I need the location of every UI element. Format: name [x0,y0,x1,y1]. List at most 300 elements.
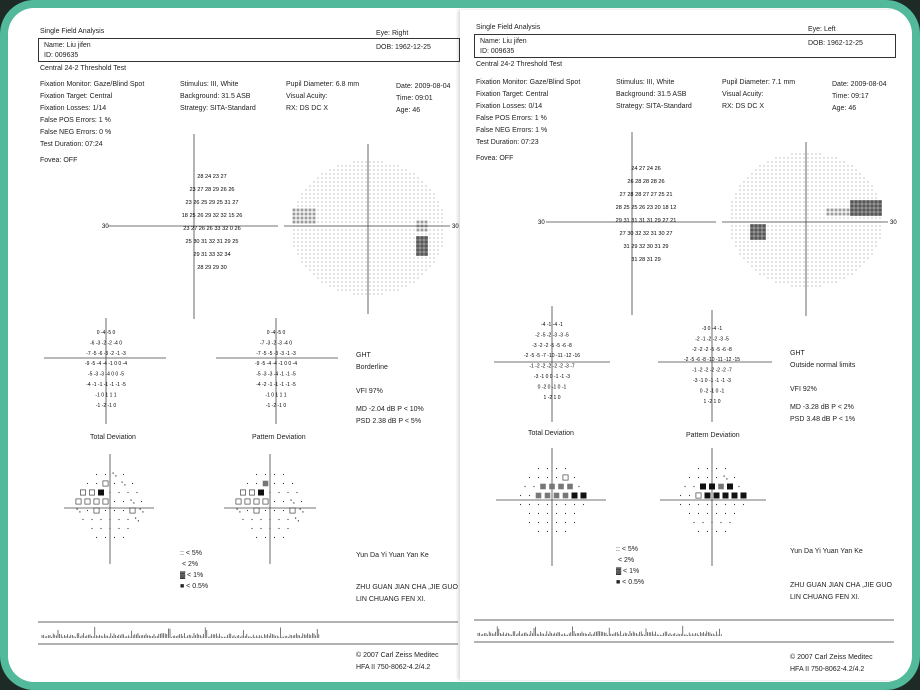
prob-dot [123,474,124,475]
legend-item: ▓ < 1% [616,568,640,575]
gray-cell [739,225,740,226]
prob-light [237,509,238,510]
gray-cell [799,181,800,182]
gray-cell [357,213,358,214]
prob-light [142,511,143,512]
prob-black [714,493,720,499]
gray-cell [851,269,852,270]
gray-cell [381,209,382,210]
gray-cell [377,189,378,190]
gray-cell [317,261,318,262]
gray-cell [751,177,752,178]
gray-cell [735,201,736,202]
gray-cell [795,189,796,190]
prob-dot [260,519,261,520]
prob-dot [716,477,717,478]
gray-cell [385,277,386,278]
gray-cell [353,253,354,254]
gray-cell [827,257,828,258]
gray-cell [309,249,310,250]
gray-cell [839,201,840,202]
gray-cell [827,249,828,250]
gray-cell [397,185,398,186]
gray-cell [763,197,764,198]
gray-cell [823,277,824,278]
gray-cell [341,169,342,170]
gray-cell [763,205,764,206]
gray-cell [381,269,382,270]
gray-cell [823,213,824,214]
gray-cell [325,273,326,274]
gray-cell [417,177,418,178]
gray-cell [353,285,354,286]
gray-cell [835,281,836,282]
gray-cell [313,253,314,254]
gray-cell [839,265,840,266]
gray-cell [416,240,420,244]
prob-dot [707,531,708,532]
gray-cell [779,165,780,166]
value-row: -9 -5 -4 -4 -1 0 0 -4 [255,361,297,368]
prob-dot [684,486,685,487]
prob-dot [565,522,566,523]
gray-cell [405,241,406,242]
gray-cell [755,269,756,270]
gray-cell [325,245,326,246]
prob-dot [734,504,735,505]
gray-cell [835,157,836,158]
gray-cell [377,261,378,262]
gray-cell [787,181,788,182]
prob-dot [105,510,106,511]
gray-cell [811,213,812,214]
footer-note: LIN CHUANG FEN XI. [790,594,860,601]
prob-light [724,476,725,477]
gray-cell [321,281,322,282]
prob-heavy [263,481,269,487]
gray-cell [321,265,322,266]
gray-cell [341,209,342,210]
gray-cell [381,253,382,254]
gray-cell [762,228,766,232]
gray-cell [433,257,434,258]
gray-cell [747,185,748,186]
gray-cell [377,201,378,202]
gray-cell [803,241,804,242]
gray-cell [389,229,390,230]
gray-cell [365,165,366,166]
gray-cell [425,257,426,258]
gray-cell [743,209,744,210]
gray-cell [341,185,342,186]
gray-cell [815,273,816,274]
gray-cell [385,233,386,234]
gray-cell [389,165,390,166]
gray-cell [397,177,398,178]
gray-cell [405,213,406,214]
gray-cell [739,209,740,210]
gray-cell [401,249,402,250]
gray-cell [791,153,792,154]
gray-cell [843,161,844,162]
gray-cell [799,277,800,278]
gray-cell [337,213,338,214]
prob-dot [283,510,284,511]
prob-dot [556,522,557,523]
gray-cell [839,161,840,162]
gray-cell [815,201,816,202]
gray-cell [361,229,362,230]
gray-cell [747,245,748,246]
gray-cell [815,241,816,242]
value-row: 24 27 24 26 [631,166,661,172]
gray-cell [863,217,864,218]
gray-cell [871,229,872,230]
gray-cell [345,193,346,194]
gray-cell [855,193,856,194]
gray-cell [325,185,326,186]
gray-cell [369,281,370,282]
gray-cell [827,189,828,190]
gray-cell [325,181,326,182]
gray-cell [878,200,882,204]
gray-cell [309,217,312,220]
gray-cell [859,217,860,218]
gray-cell [787,209,788,210]
gray-cell [811,261,812,262]
prob-dot [114,483,115,484]
gray-cell [429,197,430,198]
gray-cell [341,201,342,202]
gray-cell [417,201,418,202]
gray-cell [803,285,804,286]
gray-cell [345,253,346,254]
value-row: 29 31 31 31 31 29 27 21 [615,218,677,224]
gray-cell [349,205,350,206]
value-row: -1 0 1 1 1 [95,392,117,399]
gray-cell [377,273,378,274]
gray-cell [325,233,326,234]
gray-cell [775,257,776,258]
gray-cell [341,261,342,262]
gray-cell [819,269,820,270]
gray-cell [425,185,426,186]
gray-cell [420,240,424,244]
gray-cell [369,185,370,186]
value-row: -2 -5 -6 -8 -10 -11 -12 -15 [683,357,741,364]
gray-cell [819,205,820,206]
gray-cell [409,213,410,214]
gray-cell [413,209,414,210]
gray-cell [859,193,860,194]
gray-cell [767,209,768,210]
gray-cell [325,173,326,174]
gray-cell [823,249,824,250]
gray-cell [397,289,398,290]
gray-cell [373,257,374,258]
gray-cell [420,244,424,248]
gray-cell [409,269,410,270]
gray-cell [397,285,398,286]
gray-cell [799,165,800,166]
gray-cell [317,221,318,222]
gray-cell [815,225,816,226]
gray-cell [775,265,776,266]
gray-cell [405,233,406,234]
gray-cell [317,177,318,178]
gray-cell [731,229,732,230]
gray-cell [747,241,748,242]
gray-cell [329,237,330,238]
prob-dot [278,528,279,529]
gray-cell [847,249,848,250]
gray-cell [341,273,342,274]
gray-cell [365,241,366,242]
gray-cell [791,197,792,198]
gray-cell [297,253,298,254]
gray-cell [823,257,824,258]
gray-cell [409,273,410,274]
gray-cell [871,237,872,238]
gray-cell [803,173,804,174]
gray-cell [819,281,820,282]
gray-cell [835,241,836,242]
gray-cell [827,225,828,226]
prob-light [113,473,114,474]
prob-dot [127,492,128,493]
gray-cell [831,233,832,234]
gray-cell [361,273,362,274]
prob-light [124,484,125,485]
gray-cell [863,189,864,190]
gray-cell [763,269,764,270]
gray-cell [775,185,776,186]
gray-cell [795,157,796,158]
gray-cell [771,173,772,174]
gray-cell [855,185,856,186]
prob-mid [94,499,99,504]
prob-dot [141,501,142,502]
gray-cell [385,177,386,178]
gray-cell [337,265,338,266]
gray-cell [293,209,296,212]
gray-cell [385,261,386,262]
gray-cell [839,177,840,178]
gray-cell [429,257,430,258]
prob-dot [283,537,284,538]
gray-cell [871,193,872,194]
gray-cell [349,233,350,234]
gray-cell [369,285,370,286]
value-row: 28 24 23 27 [197,174,227,180]
gray-cell [759,273,760,274]
gray-cell [373,281,374,282]
gray-cell [787,225,788,226]
gray-cell [357,269,358,270]
gray-cell [369,245,370,246]
prob-light [300,509,301,510]
gray-cell [416,252,420,256]
gray-cell [807,265,808,266]
gray-cell [317,181,318,182]
gray-cell [317,189,318,190]
gray-cell [309,213,312,216]
gray-cell [811,177,812,178]
gray-cell [875,241,876,242]
gray-cell [767,249,768,250]
gray-cell [858,212,862,216]
gray-cell [767,185,768,186]
gray-cell [353,277,354,278]
gray-cell [349,261,350,262]
prob-dot [274,474,275,475]
gray-cell [353,169,354,170]
gray-cell [333,237,334,238]
gray-cell [361,189,362,190]
gray-cell [413,241,414,242]
prob-heavy [718,484,724,490]
gray-cell [839,241,840,242]
gray-cell [827,205,828,206]
prob-light [140,509,141,510]
gray-cell [863,177,864,178]
prob-heavy [536,493,542,499]
gray-cell [413,201,414,202]
gray-cell [429,261,430,262]
gray-cell [815,285,816,286]
gray-cell [417,257,418,258]
gray-cell [739,241,740,242]
gray-cell [811,217,812,218]
axis-value: 30 [102,224,109,230]
gray-cell [771,213,772,214]
gray-cell [325,197,326,198]
gray-cell [405,269,406,270]
legend-item: ■ < 0.5% [616,579,645,586]
prob-dot [680,495,681,496]
gray-cell [305,237,306,238]
gray-cell [799,161,800,162]
prob-dot [698,468,699,469]
gray-cell [405,281,406,282]
gray-cell [437,237,438,238]
gray-cell [815,209,816,210]
gray-cell [850,200,854,204]
gray-cell [433,197,434,198]
gray-cell [759,261,760,262]
gray-cell [341,241,342,242]
value-row: -1 0 1 1 1 [265,392,287,399]
gray-cell [365,213,366,214]
gray-cell [771,277,772,278]
gray-cell [409,237,410,238]
gray-cell [325,277,326,278]
gray-cell [783,173,784,174]
gray-cell [409,245,410,246]
gray-cell [361,169,362,170]
gray-cell [381,173,382,174]
gray-cell [377,169,378,170]
gray-cell [325,193,326,194]
gray-cell [349,177,350,178]
gray-cell [871,189,872,190]
gray-cell [305,245,306,246]
gray-cell [863,233,864,234]
gray-cell [409,177,410,178]
gray-cell [309,209,312,212]
prob-dot [533,486,534,487]
gray-cell [321,185,322,186]
gray-cell [787,253,788,254]
gray-cell [437,241,438,242]
gray-cell [831,269,832,270]
gray-cell [401,189,402,190]
gray-cell [417,197,418,198]
gray-cell [799,245,800,246]
gray-cell [409,241,410,242]
gray-cell [357,189,358,190]
gray-cell [321,205,322,206]
gray-cell [433,253,434,254]
gray-cell [775,277,776,278]
gray-cell [385,253,386,254]
gray-cell [735,205,736,206]
prob-dot [698,477,699,478]
gray-cell [755,245,756,246]
gray-cell [413,177,414,178]
gray-cell [345,281,346,282]
gray-cell [353,181,354,182]
prob-dot [91,519,92,520]
gray-cell [811,241,812,242]
gray-cell [333,217,334,218]
prob-dot [711,522,712,523]
gray-cell [433,249,434,250]
gray-cell [831,273,832,274]
gray-cell [767,261,768,262]
gray-cell [835,193,836,194]
gray-cell [365,289,366,290]
gray-cell [859,241,860,242]
gray-cell [429,193,430,194]
gray-cell [369,161,370,162]
gray-cell [401,197,402,198]
gray-cell [811,265,812,266]
clinic-name: Yun Da Yi Yuan Yan Ke [790,548,863,555]
gray-cell [791,261,792,262]
gray-cell [365,229,366,230]
gray-cell [803,205,804,206]
gray-cell [847,169,848,170]
legend-item: ▓ < 1% [180,572,204,579]
value-row: -1 -2 -2 -2 -2 -2 -3 -7 [529,363,575,370]
gray-cell [855,269,856,270]
gray-cell [823,265,824,266]
gray-cell [758,224,762,228]
gray-cell [409,261,410,262]
gray-cell [416,244,420,248]
gray-cell [361,245,362,246]
value-row: -4 -1 -4 -1 [541,322,563,328]
gray-cell [787,241,788,242]
gray-cell [779,225,780,226]
param: Stimulus: III, White [180,81,239,88]
gray-cell [779,177,780,178]
gray-cell [779,157,780,158]
gray-cell [361,241,362,242]
gray-cell [405,261,406,262]
gray-cell [759,265,760,266]
